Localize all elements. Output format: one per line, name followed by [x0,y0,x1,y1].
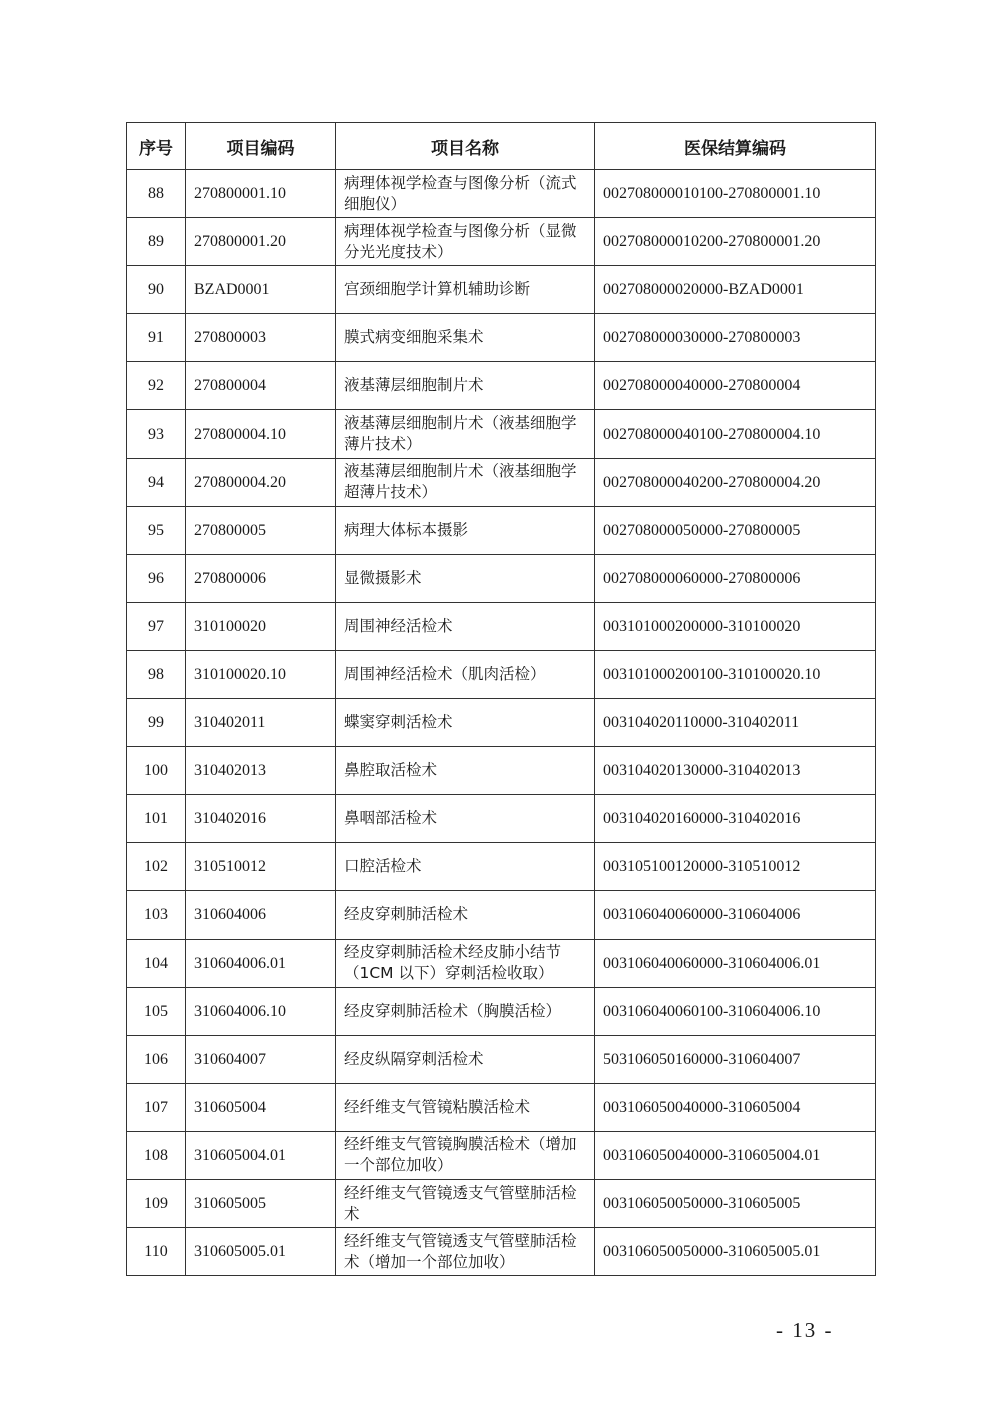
header-item-code: 项目编码 [186,123,336,170]
row-seq: 90 [127,266,186,314]
row-seq: 101 [127,795,186,843]
row-settlement-code: 003106040060000-310604006.01 [595,939,876,987]
row-item-name: 蝶窦穿刺活检术 [336,699,595,747]
table-row [127,170,876,218]
table-row [127,410,876,458]
table-row [127,1179,876,1227]
row-settlement-code: 003106040060000-310604006 [595,891,876,939]
row-item-code: 310605005 [186,1179,336,1227]
row-item-code: 310604007 [186,1035,336,1083]
row-settlement-code: 003104020130000-310402013 [595,747,876,795]
table-row [127,699,876,747]
row-item-name: 液基薄层细胞制片术（液基细胞学薄片技术） [336,410,595,458]
row-item-code: 310604006.10 [186,987,336,1035]
table-row [127,362,876,410]
row-seq: 88 [127,170,186,218]
row-item-code: 270800001.20 [186,218,336,266]
row-item-code: 270800001.10 [186,170,336,218]
row-seq: 95 [127,506,186,554]
table-row [127,554,876,602]
row-settlement-code: 002708000020000-BZAD0001 [595,266,876,314]
row-item-code: 310100020 [186,602,336,650]
row-seq: 100 [127,747,186,795]
row-item-code: 310510012 [186,843,336,891]
row-seq: 104 [127,939,186,987]
table-row [127,795,876,843]
row-settlement-code: 003101000200100-310100020.10 [595,650,876,698]
row-settlement-code: 003106050040000-310605004 [595,1083,876,1131]
table-row [127,650,876,698]
row-item-name: 经皮纵隔穿刺活检术 [336,1035,595,1083]
row-item-name: 病理大体标本摄影 [336,506,595,554]
row-seq: 92 [127,362,186,410]
row-item-name: 膜式病变细胞采集术 [336,314,595,362]
row-settlement-code: 002708000010200-270800001.20 [595,218,876,266]
table-row [127,1131,876,1179]
row-settlement-code: 003101000200000-310100020 [595,602,876,650]
table-row [127,891,876,939]
row-item-code: 270800004 [186,362,336,410]
row-item-name: 宫颈细胞学计算机辅助诊断 [336,266,595,314]
row-item-name: 鼻咽部活检术 [336,795,595,843]
row-settlement-code: 503106050160000-310604007 [595,1035,876,1083]
row-seq: 110 [127,1228,186,1276]
row-item-name: 经纤维支气管镜透支气管壁肺活检术 [336,1179,595,1227]
row-item-code: 310402013 [186,747,336,795]
table-row [127,939,876,987]
row-item-code: 310605004.01 [186,1131,336,1179]
row-settlement-code: 003106050050000-310605005 [595,1179,876,1227]
row-settlement-code: 003104020160000-310402016 [595,795,876,843]
row-item-code: 270800004.10 [186,410,336,458]
row-item-code: BZAD0001 [186,266,336,314]
row-item-name: 经纤维支气管镜粘膜活检术 [336,1083,595,1131]
row-item-code: 310402011 [186,699,336,747]
table-row [127,602,876,650]
row-seq: 89 [127,218,186,266]
table-row [127,314,876,362]
row-settlement-code: 002708000040100-270800004.10 [595,410,876,458]
row-seq: 96 [127,554,186,602]
page-number: - 13 - [776,1318,834,1342]
header-seq: 序号 [127,123,186,170]
row-item-name: 病理体视学检查与图像分析（流式细胞仪） [336,170,595,218]
row-seq: 94 [127,458,186,506]
table-body [127,170,876,1276]
row-settlement-code: 003106050050000-310605005.01 [595,1228,876,1276]
row-seq: 98 [127,650,186,698]
row-seq: 105 [127,987,186,1035]
row-item-code: 270800006 [186,554,336,602]
row-item-name: 经皮穿刺肺活检术经皮肺小结节（1CM 以下）穿刺活检收取） [336,939,595,987]
row-item-name: 显微摄影术 [336,554,595,602]
header-item-name: 项目名称 [336,123,595,170]
row-seq: 109 [127,1179,186,1227]
row-item-name: 周围神经活检术 [336,602,595,650]
table-header-row [127,123,876,170]
table-row [127,266,876,314]
row-item-code: 310605005.01 [186,1228,336,1276]
row-item-name: 液基薄层细胞制片术（液基细胞学超薄片技术） [336,458,595,506]
row-item-code: 310100020.10 [186,650,336,698]
row-seq: 102 [127,843,186,891]
row-seq: 99 [127,699,186,747]
row-item-name: 口腔活检术 [336,843,595,891]
row-seq: 93 [127,410,186,458]
row-settlement-code: 002708000040000-270800004 [595,362,876,410]
table-row [127,1228,876,1276]
fee-item-table [126,122,876,1276]
row-settlement-code: 003105100120000-310510012 [595,843,876,891]
row-item-code: 310605004 [186,1083,336,1131]
table-row [127,1083,876,1131]
row-item-name: 鼻腔取活检术 [336,747,595,795]
table-row [127,747,876,795]
row-seq: 91 [127,314,186,362]
row-item-name: 经纤维支气管镜胸膜活检术（增加一个部位加收） [336,1131,595,1179]
row-settlement-code: 003106050040000-310605004.01 [595,1131,876,1179]
header-settlement-code: 医保结算编码 [595,123,876,170]
row-seq: 106 [127,1035,186,1083]
row-settlement-code: 002708000050000-270800005 [595,506,876,554]
table-row [127,218,876,266]
table-row [127,843,876,891]
row-item-name: 周围神经活检术（肌肉活检） [336,650,595,698]
table-row [127,1035,876,1083]
row-item-name: 病理体视学检查与图像分析（显微分光光度技术） [336,218,595,266]
row-item-name: 液基薄层细胞制片术 [336,362,595,410]
row-settlement-code: 002708000040200-270800004.20 [595,458,876,506]
row-seq: 97 [127,602,186,650]
row-item-code: 310604006 [186,891,336,939]
row-item-name: 经纤维支气管镜透支气管壁肺活检术（增加一个部位加收） [336,1228,595,1276]
row-settlement-code: 002708000030000-270800003 [595,314,876,362]
row-settlement-code: 002708000010100-270800001.10 [595,170,876,218]
row-item-code: 270800004.20 [186,458,336,506]
row-item-code: 270800003 [186,314,336,362]
row-settlement-code: 003106040060100-310604006.10 [595,987,876,1035]
table-row [127,458,876,506]
row-seq: 108 [127,1131,186,1179]
row-item-code: 310402016 [186,795,336,843]
row-item-code: 310604006.01 [186,939,336,987]
row-seq: 103 [127,891,186,939]
row-item-code: 270800005 [186,506,336,554]
row-item-name: 经皮穿刺肺活检术（胸膜活检） [336,987,595,1035]
row-item-name: 经皮穿刺肺活检术 [336,891,595,939]
row-seq: 107 [127,1083,186,1131]
row-settlement-code: 003104020110000-310402011 [595,699,876,747]
row-settlement-code: 002708000060000-270800006 [595,554,876,602]
table-row [127,506,876,554]
table-row [127,987,876,1035]
